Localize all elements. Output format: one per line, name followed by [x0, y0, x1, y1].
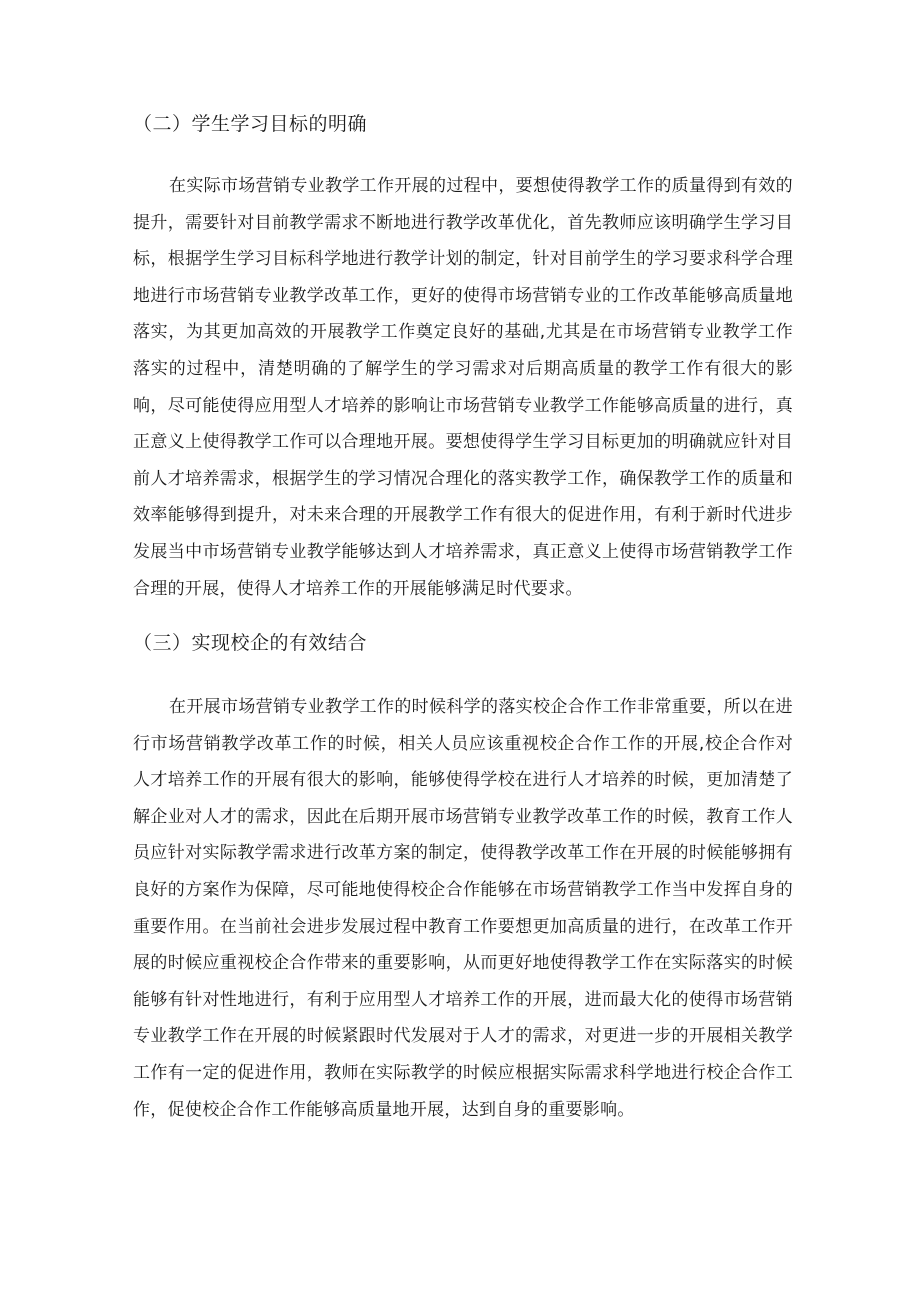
section-heading-student-goals: （二）学生学习目标的明确	[133, 113, 368, 135]
section-paragraph-school-enterprise: 在开展市场营销专业教学工作的时候科学的落实校企合作工作非常重要，所以在进行市场营销教学改革工作的时候，相关人员应该重视校企合作工作的开展,校企合作对人才培养工作的开展有很大的影响，能够使得学校在进行人才培养的时候，更加清楚了解企业对人才的需求，因此在后期开展市场营销专业教学改革工作的时候，教育工作人员应针对实际教学需求进行改革方案的制定，使得教学改革工作在开展的时候能够拥有良好的方案作为保障，尽可能地使得校企合作能够在市场营销教学工作当中发挥自身的重要作用。在当前社会进步发展过程中教育工作要想更加高质量的进行，在改革工作开展的时候应重视校企合作带来的重要影响，从而更好地使得教学工作在实际落实的时候能够有针对性地进行，有利于应用型人才培养工作的开展，进而最大化的使得市场营销专业教学工作在开展的时候紧跟时代发展对于人才的需求，对更进一步的开展相关教学工作有一定的促进作用，教师在实际教学的时候应根据实际需求科学地进行校企合作工作，促使校企合作工作能够高质量地开展，达到自身的重要影响。	[133, 697, 793, 1120]
section-heading-school-enterprise: （三）实现校企的有效结合	[133, 632, 368, 654]
section-paragraph-student-goals: 在实际市场营销专业教学工作开展的过程中，要想使得教学工作的质量得到有效的提升，需要针对目前教学需求不断地进行教学改革优化，首先教师应该明确学生学习目标，根据学生学习目标科学地进行教学计划的制定，针对目前学生的学习要求科学合理地进行市场营销专业教学改革工作，更好的使得市场营销专业的工作改革能够高质量地落实，为其更加高效的开展教学工作奠定良好的基础,尤其是在市场营销专业教学工作落实的过程中，清楚明确的了解学生的学习需求对后期高质量的教学工作有很大的影响，尽可能使得应用型人才培养的影响让市场营销专业教学工作能够高质量的进行，真正意义上使得教学工作可以合理地开展。要想使得学生学习目标更加的明确就应针对目前人才培养需求，根据学生的学习情况合理化的落实教学工作，确保教学工作的质量和效率能够得到提升，对未来合理的开展教学工作有很大的促进作用，有利于新时代进步发展当中市场营销专业教学能够达到人才培养需求，真正意义上使得市场营销教学工作合理的开展，使得人才培养工作的开展能够满足时代要求。	[133, 176, 793, 599]
